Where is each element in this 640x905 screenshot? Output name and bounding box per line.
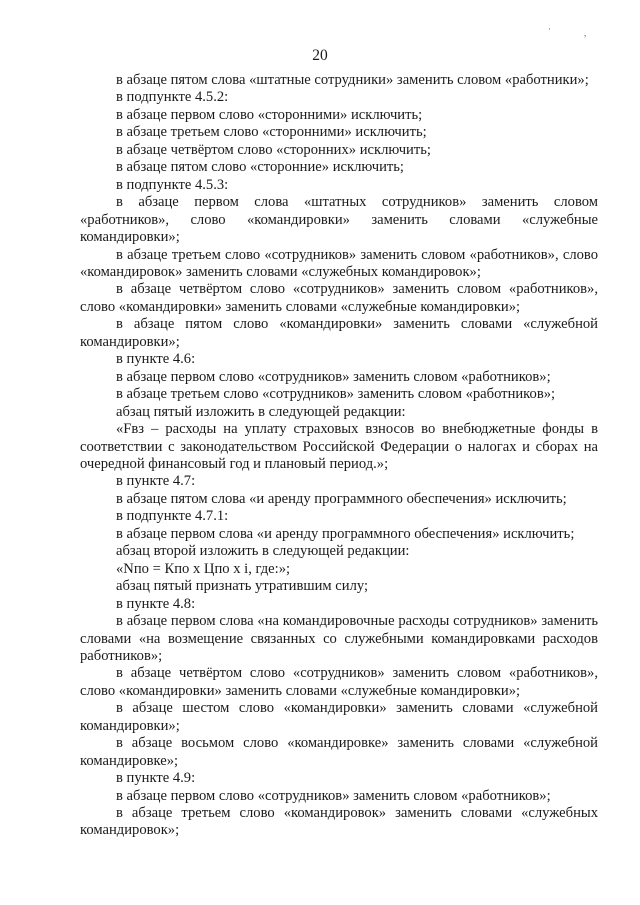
paragraph: в абзаце третьем слово «сотрудников» заменить словом «работников»; bbox=[116, 386, 556, 403]
paragraph: в пункте 4.9: bbox=[116, 770, 196, 787]
paragraph: в абзаце пятом слово «сторонние» исключить; bbox=[116, 159, 404, 176]
page-number: 20 bbox=[312, 47, 328, 64]
paragraph: в абзаце первом слова «и аренду программного обеспечения» исключить; bbox=[116, 525, 575, 542]
paragraph: в абзаце пятом слова «штатные сотрудники» заменить словом «работники»; bbox=[116, 72, 589, 88]
paragraph: в пункте 4.7: bbox=[116, 473, 196, 490]
paragraph: в абзаце пятом слова «и аренду программного обеспечения» исключить; bbox=[116, 490, 567, 507]
paragraph: в абзаце первом слово «сторонними» исключить; bbox=[116, 106, 423, 123]
paragraph: в абзаце третьем слово «сторонними» исключить; bbox=[116, 124, 427, 141]
paragraph: в пункте 4.8: bbox=[116, 595, 196, 612]
paragraph: в абзаце первом слово «сотрудников» заменить словом «работников»; bbox=[116, 368, 551, 385]
paragraph: абзац пятый признать утратившим силу; bbox=[116, 578, 369, 595]
paragraph: в абзаце шестом слово «командировки» заменить словами «служебной командировки»; bbox=[80, 700, 598, 734]
paragraph: «Nпо = Кпо x Цпо x i, где:»; bbox=[116, 560, 291, 577]
paragraph: в абзаце пятом слово «командировки» заменить словами «служебной командировки»; bbox=[80, 316, 598, 350]
paragraph: в подпункте 4.5.2: bbox=[116, 89, 229, 106]
paragraph: абзац второй изложить в следующей редакции: bbox=[116, 543, 410, 560]
scan-mark: · bbox=[548, 24, 551, 34]
paragraph: в абзаце четвёртом слово «сторонних» исключить; bbox=[116, 141, 431, 158]
paragraph: в абзаце первом слова «на командировочные расходы сотрудников» заменить словами «на возмещение связанных со служебными командировками расходов работников»; bbox=[80, 613, 598, 664]
paragraph: в абзаце восьмом слово «командировке» заменить словами «служебной командировке»; bbox=[80, 735, 598, 769]
paragraph: абзац пятый изложить в следующей редакции: bbox=[116, 403, 406, 420]
paragraph: «Fвз – расходы на уплату страховых взносов во внебюджетные фонды в соответствии с законодательством Российской Федерации о налогах и сборах на очередной финансовый год и плановый период.»; bbox=[80, 421, 598, 472]
paragraph: в абзаце первом слово «сотрудников» заменить словом «работников»; bbox=[116, 787, 551, 804]
paragraph: в подпункте 4.7.1: bbox=[116, 508, 229, 525]
document-body bbox=[80, 72, 598, 840]
paragraph: в абзаце четвёртом слово «сотрудников» заменить словом «работников», слово «командировки» заменить словами «служебные командировки»; bbox=[80, 281, 598, 315]
paragraph: в пункте 4.6: bbox=[116, 351, 196, 368]
paragraph: в абзаце третьем слово «командировок» заменить словами «служебных командировок»; bbox=[80, 805, 598, 839]
paragraph: в абзаце четвёртом слово «сотрудников» заменить словом «работников», слово «командировки» заменить словами «служебные командировки»; bbox=[80, 665, 598, 699]
paragraph: в абзаце первом слова «штатных сотрудников» заменить словом «работников», слово «командировки» заменить словами «служебные командировки»; bbox=[80, 194, 598, 246]
paragraph: в абзаце третьем слово «сотрудников» заменить словом «работников», слово «командировок» заменить словами «служебных командировок»; bbox=[80, 246, 598, 280]
scan-mark: , bbox=[584, 28, 587, 38]
paragraph: в подпункте 4.5.3: bbox=[116, 176, 229, 193]
